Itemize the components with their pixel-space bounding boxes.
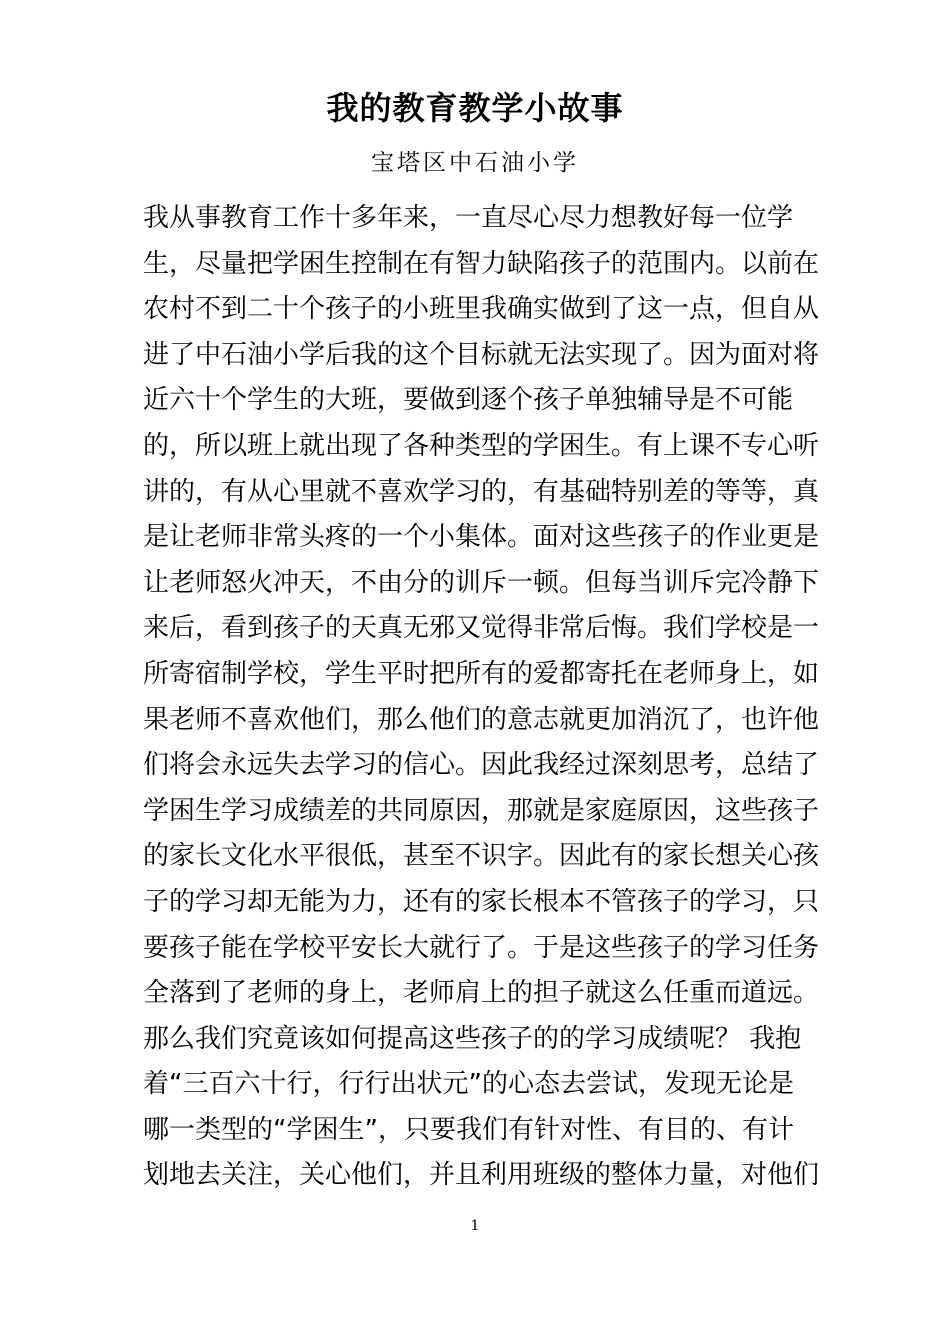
document-subtitle: 宝塔区中石油小学 — [371, 150, 579, 176]
body-line: 的家长文化水平很低，甚至不识字。因此有的家长想关心孩 — [143, 841, 820, 872]
body-line: 全落到了老师的身上，老师肩上的担子就这么任重而道远。 — [143, 978, 820, 1009]
body-line: 来后，看到孩子的天真无邪又觉得非常后悔。我们学校是一 — [143, 613, 820, 644]
body-line: 农村不到二十个孩子的小班里我确实做到了这一点，但自从 — [143, 294, 820, 325]
body-line: 近六十个学生的大班，要做到逐个孩子单独辅导是不可能 — [143, 385, 794, 416]
body-line: 是让老师非常头疼的一个小集体。面对这些孩子的作业更是 — [143, 522, 820, 553]
body-line: 让老师怒火冲天，不由分的训斥一顿。但每当训斥完冷静下 — [143, 567, 820, 598]
body-line: 划地去关注，关心他们，并且利用班级的整体力量，对他们 — [143, 1160, 820, 1191]
body-line: 的，所以班上就出现了各种类型的学困生。有上课不专心听 — [143, 430, 820, 461]
body-line: 子的学习却无能为力，还有的家长根本不管孩子的学习，只 — [143, 886, 820, 917]
body-paragraph — [143, 196, 823, 1199]
body-line: 那么我们究竟该如何提高这些孩子的的学习成绩呢？ 我抱 — [143, 1023, 802, 1054]
body-line: 所寄宿制学校，学生平时把所有的爱都寄托在老师身上，如 — [143, 658, 820, 689]
page-number: 1 — [470, 1218, 480, 1234]
body-line: 们将会永远失去学习的信心。因此我经过深刻思考，总结了 — [143, 750, 820, 781]
body-line: 进了中石油小学后我的这个目标就无法实现了。因为面对将 — [143, 339, 820, 370]
body-line: 哪一类型的“学困生”，只要我们有针对性、有目的、有计 — [143, 1114, 794, 1145]
document-title: 我的教育教学小故事 — [326, 89, 624, 127]
body-line: 要孩子能在学校平安长大就行了。于是这些孩子的学习任务 — [143, 932, 820, 963]
body-line: 学困生学习成绩差的共同原因，那就是家庭原因，这些孩子 — [143, 795, 820, 826]
body-line: 讲的，有从心里就不喜欢学习的，有基础特别差的等等，真 — [143, 476, 820, 507]
body-line: 果老师不喜欢他们，那么他们的意志就更加消沉了，也许他 — [143, 704, 820, 735]
body-line: 着“三百六十行，行行出状元”的心态去尝试，发现无论是 — [143, 1069, 794, 1100]
body-line: 我从事教育工作十多年来，一直尽心尽力想教好每一位学 — [143, 203, 794, 233]
body-line: 生，尽量把学困生控制在有智力缺陷孩子的范围内。以前在 — [143, 248, 820, 279]
